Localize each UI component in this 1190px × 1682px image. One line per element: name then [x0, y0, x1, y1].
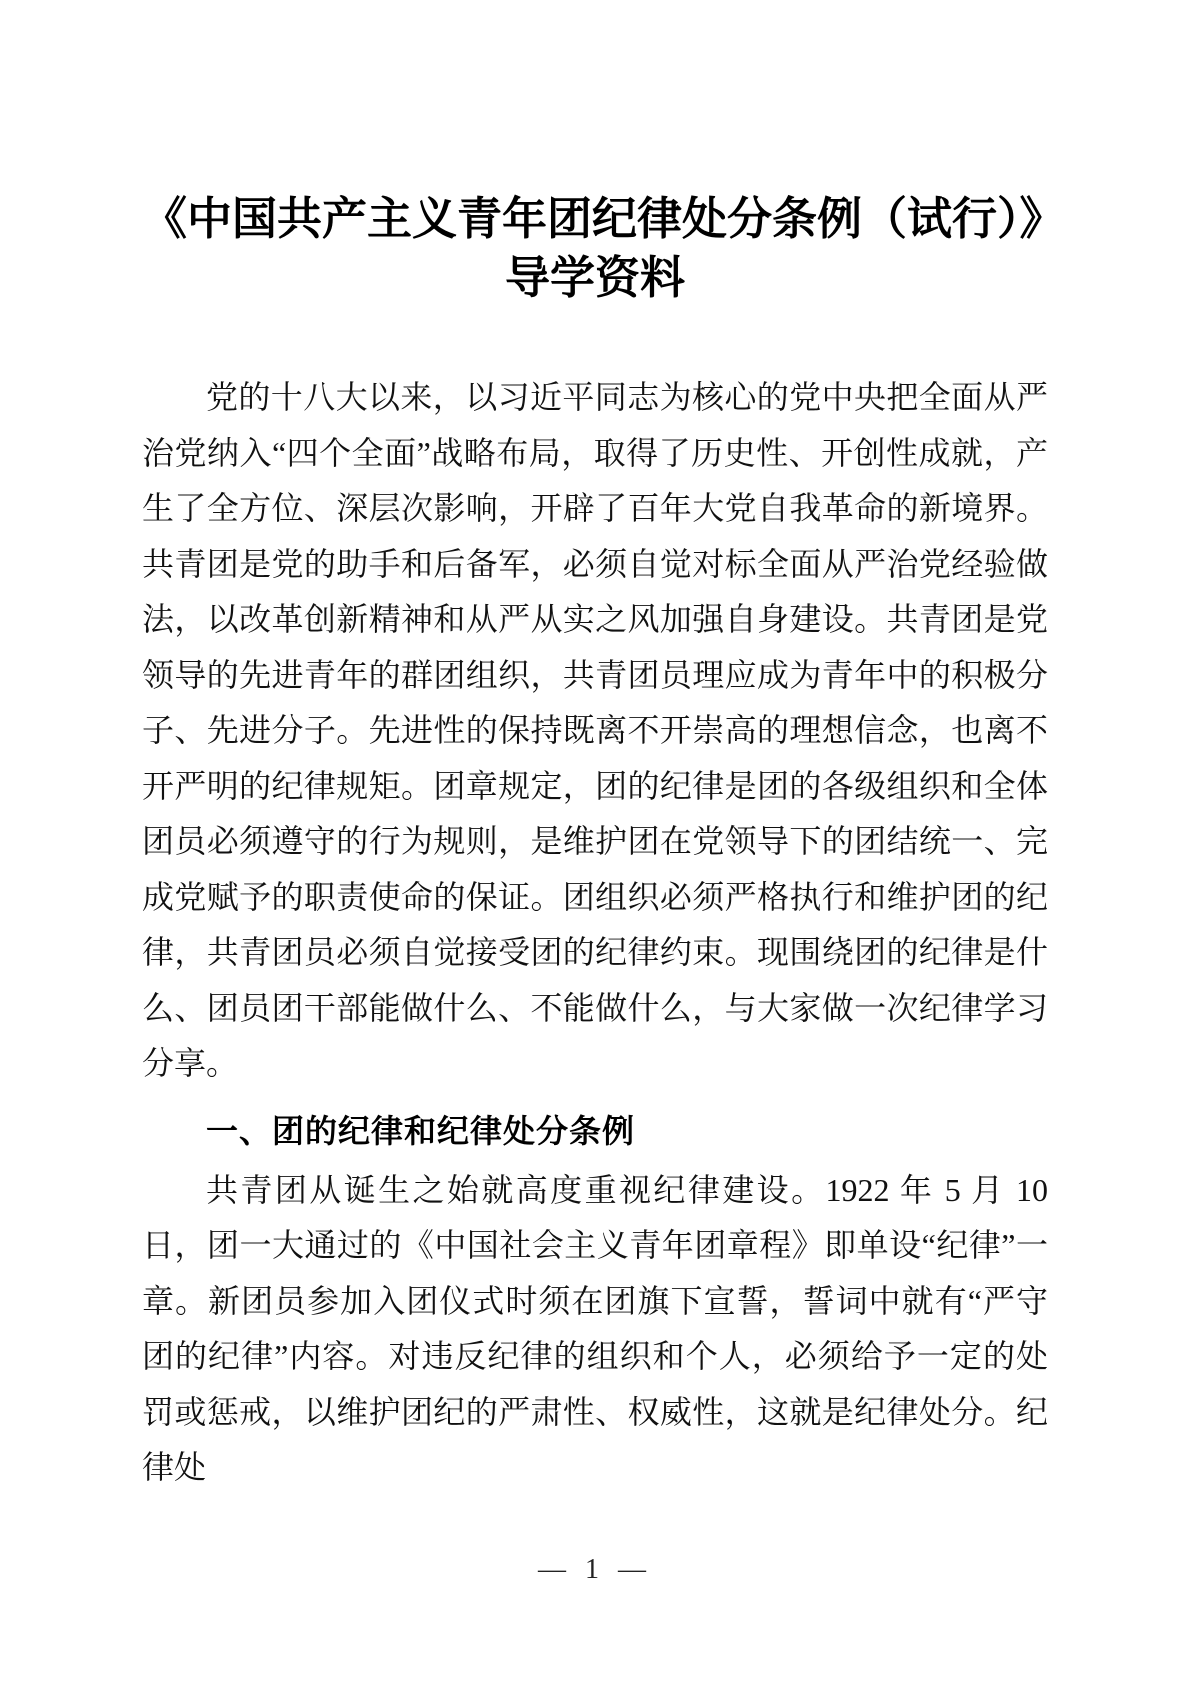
page-title-line-1: 《中国共产主义青年团纪律处分条例（试行）》: [142, 194, 1065, 244]
section-heading-1: 一、团的纪律和纪律处分条例: [206, 1112, 636, 1149]
page-content: [142, 0, 1065, 1496]
intro-paragraph: 党的十八大以来，以习近平同志为核心的党中央把全面从严治党纳入“四个全面”战略布局，取得了历史性、开创性成就，产生了全方位、深层次影响，开辟了百年大党自我革命的新境界。共青团是党的助手和后备军，必须自觉对标全面从严治党经验做法，以改革创新精神和从严从实之风加强自身建设。共青团是党领导的先进青年的群团组织，共青团员理应成为青年中的积极分子、先进分子。先进性的保持既离不开崇高的理想信念，也离不开严明的纪律规矩。团章规定，团的纪律是团的各级组织和全体团员必须遵守的行为规则，是维护团在党领导下的团结统一、完成党赋予的职责使命的保证。团组织必须严格执行和维护团的纪律，共青团员必须自觉接受团的纪律约束。现围绕团的纪律是什么、团员团干部能做什么、不能做什么，与大家做一次纪律学习分享。: [142, 379, 1048, 1081]
page-title-line-2: 导学资料: [504, 253, 685, 303]
section-1-paragraph: 共青团从诞生之始就高度重视纪律建设。1922 年 5 月 10 日，团一大通过的《中国社会主义青年团章程》即单设“纪律”一章。新团员参加入团仪式时须在团旗下宣誓，誓词中就有“严守团的纪律”内容。对违反纪律的组织和个人，必须给予一定的处罚或惩戒，以维护团纪的严肃性、权威性，这就是纪律处分。纪律处: [142, 1171, 1048, 1485]
page-number-footer: — 1 —: [538, 1554, 652, 1585]
page-title: [142, 0, 1065, 308]
